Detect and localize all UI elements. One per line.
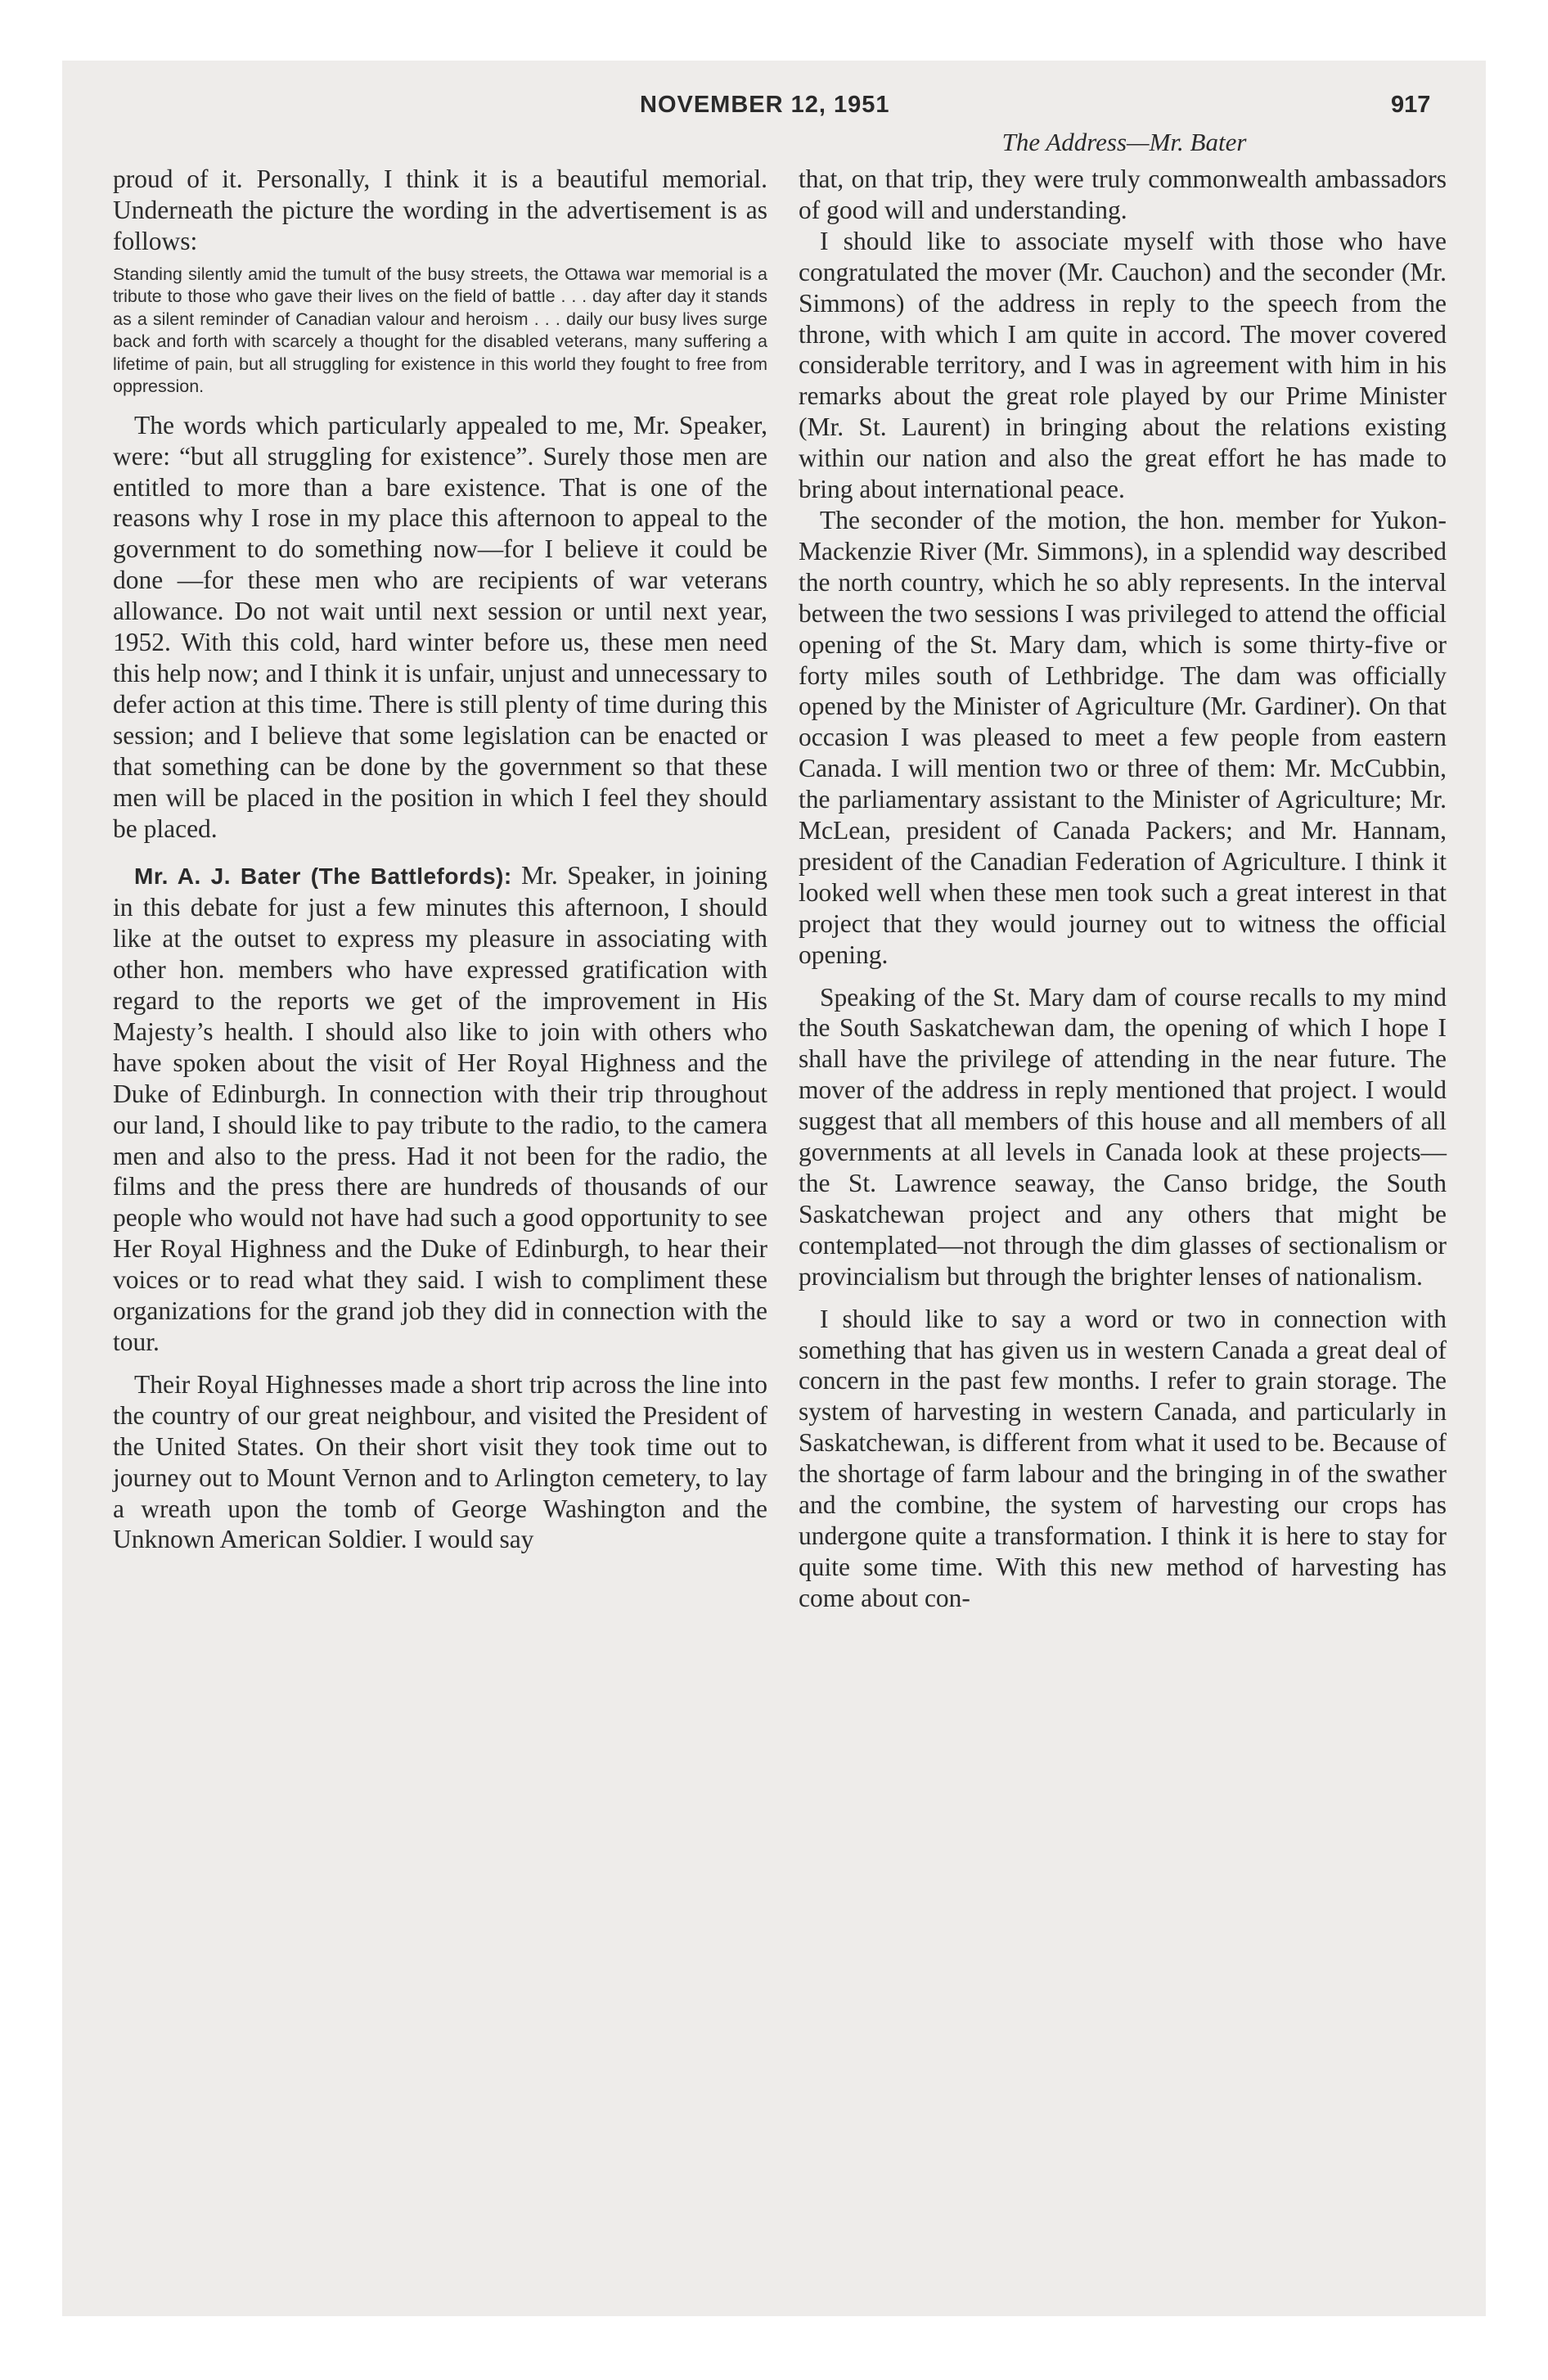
left-column bbox=[113, 164, 767, 1555]
running-head: The Address—Mr. Bater bbox=[1001, 128, 1247, 156]
paragraph: I should like to say a word or two in connection with something that has given us in western Canada a great deal of concern in the past few months. I refer to grain storage. The system of harvesting in western Canada, and particularly in Saskatchewan, is different from what it used to be. Because of the shortage of farm labour and the bringing in of the swather and the combine, the system of harvesting our crops has undergone quite a transformation. I think it is here to stay for quite some time. With this new method of harvesting has come about con- bbox=[799, 1304, 1447, 1612]
page-number: 917 bbox=[1391, 92, 1431, 118]
speaker-name: Mr. A. J. Bater (The Battlefords): bbox=[134, 863, 512, 890]
quoted-advertisement: Standing silently amid the tumult of the busy streets, the Ottawa war memorial is a tribute to those who gave their lives on the field of battle . . . day after day it stands as a silent reminder of Canadian valour and heroism . . . daily our busy lives surge back and forth with scarcely a thought for the disabled veterans, many suffering a lifetime of pain, but all struggling for existence in this world they fought to free from oppression. bbox=[113, 264, 767, 397]
paragraph: proud of it. Personally, I think it is a beautiful memorial. Underneath the picture the wording in the advertisement is as follows: bbox=[113, 165, 767, 255]
paragraph: Speaking of the St. Mary dam of course recalls to my mind the South Saskatchewan dam, the opening of which I hope I shall have the privilege of attending in the near future. The mover of the address in reply mentioned that project. I would suggest that all members of this house and all members of all governments at all levels in Canada look at these projects—the St. Lawrence seaway, the Canso bridge, the South Saskatchewan project and any others that might be contemplated—not through the dim glasses of sectionalism or provincialism but through the brighter lenses of nationalism. bbox=[799, 982, 1447, 1291]
speech-paragraph bbox=[113, 860, 767, 1358]
paragraph: I should like to associate myself with those who have congratulated the mover (Mr. Cauchon) and the seconder (Mr. Simmons) of the address in reply to the speech from the throne, with which I am quite in accord. The mover covered considerable territory, and I was in agreement with him in his remarks about the great role played by our Prime Minister (Mr. St. Laurent) in bringing about the relations existing within our nation and also the great effort he has made to bring about international peace. bbox=[799, 226, 1447, 504]
paragraph: The seconder of the motion, the hon. member for Yukon-Mackenzie River (Mr. Simmons), in a splendid way described the north country, which he so ably represents. In the interval between the two sessions I was privileged to attend the official opening of the St. Mary dam, which is some thirty-five or forty miles south of Lethbridge. The dam was officially opened by the Minister of Agriculture (Mr. Gardiner). On that occasion I was pleased to meet a few people from eastern Canada. I will mention two or three of them: Mr. McCubbin, the parliamentary assistant to the Minister of Agriculture; Mr. McLean, president of Canada Packers; and Mr. Hannam, president of the Canadian Federation of Agriculture. I think it looked well when these men took such a great interest in that project that they would journey out to witness the official opening. bbox=[799, 505, 1447, 969]
speech-text: Mr. Speaker, in joining in this debate for just a few minutes this afternoon, I should like at the outset to express my pleasure in associating with other hon. members who have expressed gratification with regard to the reports we get of the improvement in His Majesty’s health. I should also like to join with others who have spoken about the visit of Her Royal Highness and the Duke of Edinburgh. In connection with their trip throughout our land, I should like to pay tribute to the radio, to the camera men and also to the press. Had it not been for the radio, the films and the press there are hundreds of thousands of our people who would not have had such a good opportunity to see Her Royal Highness and the Duke of Edinburgh, to hear their voices or to read what they said. I wish to compliment these organizations for the grand job they did in connection with the tour. bbox=[113, 861, 767, 1356]
paragraph: that, on that trip, they were truly commonwealth ambassadors of good will and understanding. bbox=[799, 165, 1447, 224]
header-date: NOVEMBER 12, 1951 bbox=[640, 92, 890, 118]
paragraph: The words which particularly appealed to me, Mr. Speaker, were: “but all struggling for existence”. Surely those men are entitled to more than a bare existence. That is one of the reasons why I rose in my place this afternoon to appeal to the government to do something now—for I believe it could be done —for these men who are recipients of war veterans allowance. Do not wait until next session or until next year, 1952. With this cold, hard winter before us, these men need this help now; and I think it is unfair, unjust and unnecessary to defer action at this time. There is still plenty of time during this session; and I believe that some legislation can be enacted or that something can be done by the government so that these men will be placed in the position in which I feel they should be placed. bbox=[113, 410, 767, 843]
right-column bbox=[799, 164, 1447, 1614]
paragraph: Their Royal Highnesses made a short trip across the line into the country of our great neighbour, and visited the President of the United States. On their short visit they took time out to journey out to Mount Vernon and to Arlington cemetery, to lay a wreath upon the tomb of George Washington and the Unknown American Soldier. I would say bbox=[113, 1369, 767, 1554]
